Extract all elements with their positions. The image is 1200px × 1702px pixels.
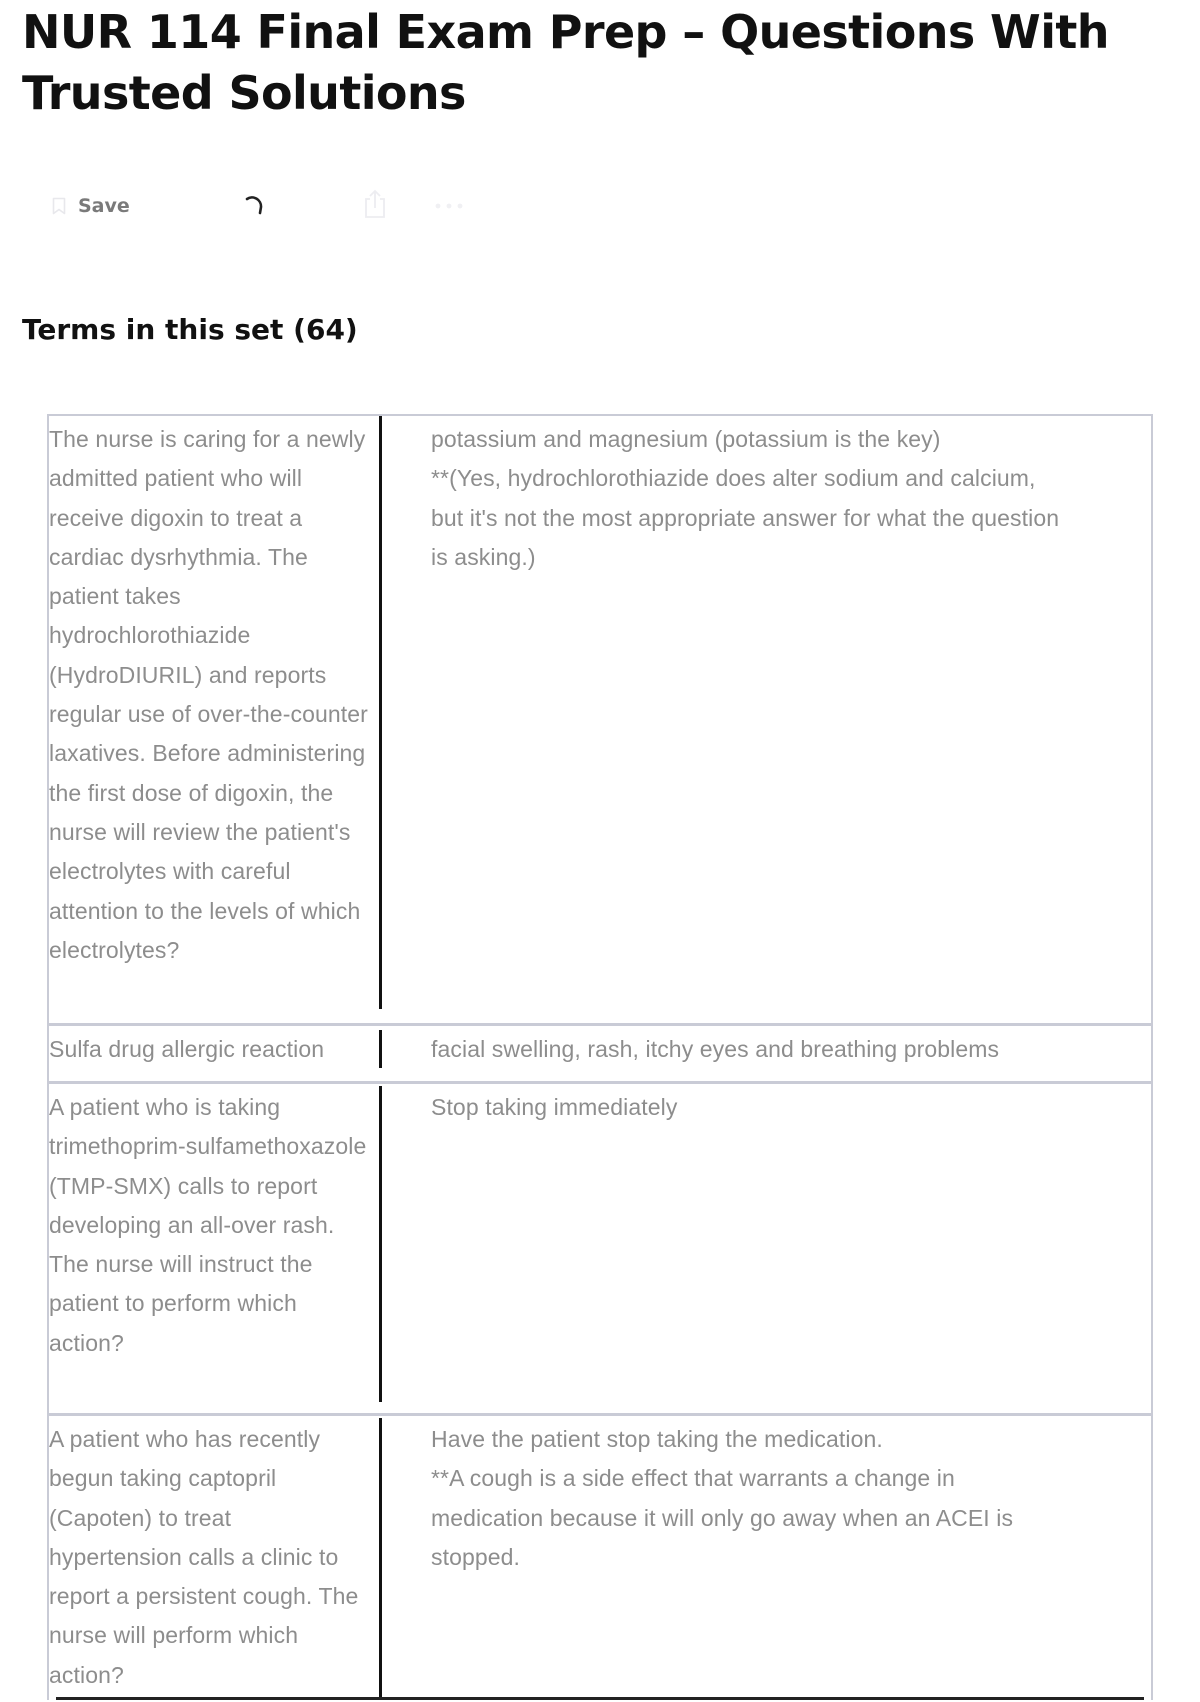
term-text: Sulfa drug allergic reaction [49,1036,325,1062]
column-divider [379,416,382,1009]
page-title: NUR 114 Final Exam Prep – Questions With Trusted Solutions [22,5,1109,120]
column-divider [379,1086,382,1402]
definition-text: potassium and magnesium (potassium is the key) **(Yes, hydrochlorothiazide does alter sodium and calcium, but it's not the most appropriate answer for what the question is asking.) [431,426,1060,570]
term-card [49,1026,1151,1081]
terms-heading: Terms in this set (64) [22,313,358,346]
terms-list [47,414,1153,1700]
definition-text: Have the patient stop taking the medication. **A cough is a side effect that warrants a change in medication because it will only go away when an ACEI is stopped. [431,1426,1014,1570]
term-text: The nurse is caring for a newly admitted patient who will receive digoxin to treat a cardiac dysrhythmia. The patient takes hydrochlorothiazide (HydroDIURIL) and reports regular use of over-the-counter laxatives. Before administering the first dose of digoxin, the nurse will review the patient's electrolytes with careful attention to the levels of which electrolytes? [49,426,368,963]
save-label: Save [78,195,130,217]
spinner-icon [240,186,266,226]
term-text: A patient who is taking trimethoprim-sulfamethoxazole (TMP-SMX) calls to report developing an all-over rash. The nurse will instruct the patient to perform which action? [49,1094,367,1356]
bookmark-icon [50,195,68,217]
save-button[interactable] [50,186,130,226]
more-options-button[interactable] [434,186,464,226]
column-divider [379,1418,382,1700]
definition-text: facial swelling, rash, itchy eyes and breathing problems [431,1036,1000,1062]
term-card [49,416,1151,1023]
set-toolbar [50,186,510,226]
definition-text: Stop taking immediately [431,1094,678,1120]
term-text: A patient who has recently begun taking captopril (Capoten) to treat hypertension calls a clinic to report a persistent cough. The nurse will perform which action? [49,1426,359,1688]
term-card [49,1084,1151,1413]
more-options-icon [434,197,464,215]
term-card [49,1416,1151,1702]
share-button[interactable] [362,186,388,226]
share-icon [362,188,388,225]
column-divider [379,1030,382,1068]
